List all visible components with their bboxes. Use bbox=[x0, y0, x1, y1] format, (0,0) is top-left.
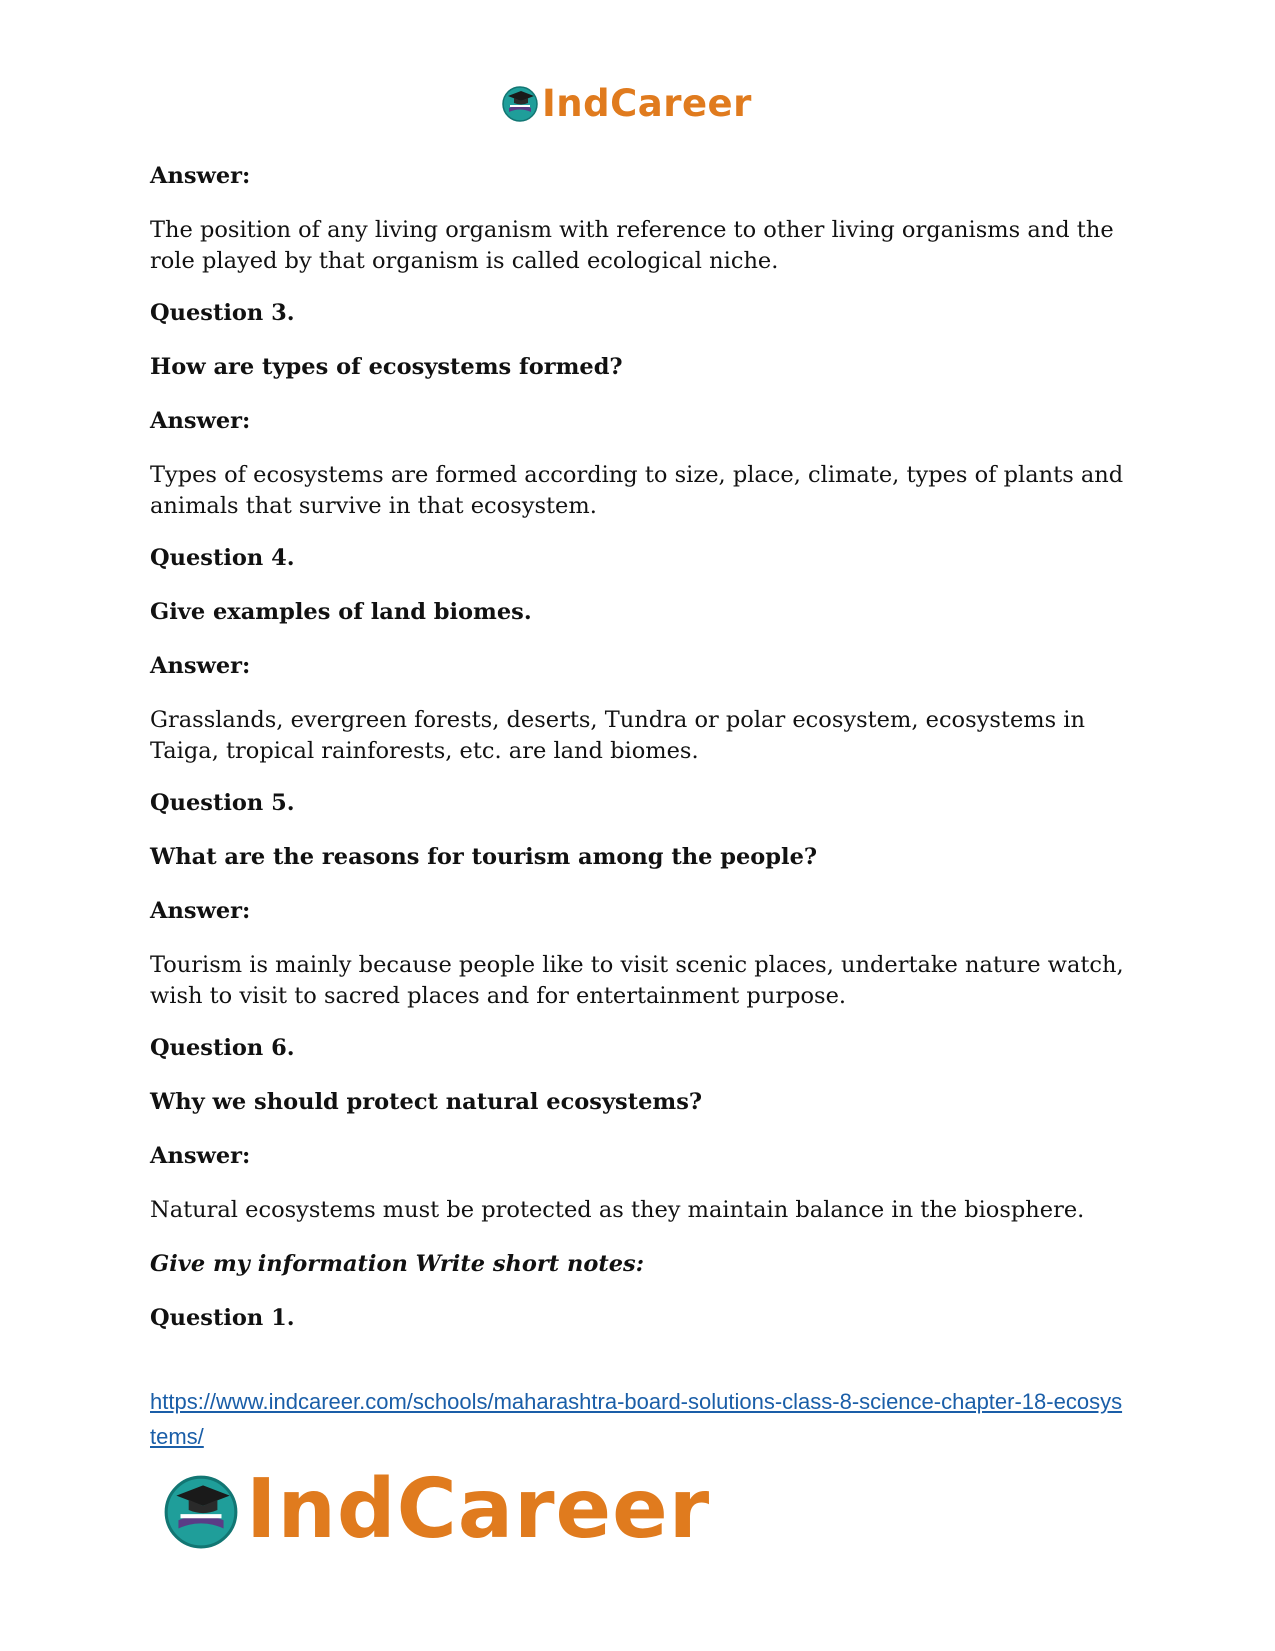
answer-label: Answer: bbox=[150, 653, 251, 679]
graduation-cap-globe-icon bbox=[500, 83, 540, 123]
header-logo bbox=[500, 80, 752, 126]
question-number: Question 5. bbox=[150, 790, 295, 816]
question-text: What are the reasons for tourism among the people? bbox=[150, 844, 818, 870]
question-number: Question 3. bbox=[150, 300, 295, 326]
question-number: Question 1. bbox=[150, 1305, 295, 1331]
answer-text: Natural ecosystems must be protected as they maintain balance in the biosphere. bbox=[150, 1197, 1085, 1223]
answer-text: Grasslands, evergreen forests, deserts, Tundra or polar ecosystem, ecosystems in Taiga, tropical rainforests, etc. are land biomes. bbox=[150, 707, 1085, 764]
document-body bbox=[150, 140, 1125, 1334]
answer-label: Answer: bbox=[150, 1143, 251, 1169]
answer-text: Types of ecosystems are formed according to size, place, climate, types of plants and animals that survive in that ecosystem. bbox=[150, 462, 1124, 519]
answer-text: Tourism is mainly because people like to visit scenic places, undertake nature watch, wish to visit to sacred places and for entertainment purpose. bbox=[150, 952, 1124, 1009]
question-number: Question 4. bbox=[150, 545, 295, 571]
answer-text: The position of any living organism with reference to other living organisms and the role played by that organism is called ecological niche. bbox=[150, 217, 1114, 274]
answer-label: Answer: bbox=[150, 408, 251, 434]
question-text: Give examples of land biomes. bbox=[150, 599, 532, 625]
footer-logo bbox=[160, 1462, 711, 1557]
logo-text: IndCareer bbox=[246, 1462, 711, 1557]
question-number: Question 6. bbox=[150, 1035, 295, 1061]
logo-text: IndCareer bbox=[542, 81, 752, 125]
section-heading: Give my information Write short notes: bbox=[150, 1251, 645, 1277]
answer-label: Answer: bbox=[150, 898, 251, 924]
source-url-link[interactable]: https://www.indcareer.com/schools/maharashtra-board-solutions-class-8-science-chapter-18-ecosystems/ bbox=[150, 1389, 1123, 1449]
question-text: Why we should protect natural ecosystems? bbox=[150, 1089, 703, 1115]
question-text: How are types of ecosystems formed? bbox=[150, 354, 623, 380]
answer-label: Answer: bbox=[150, 163, 251, 189]
graduation-cap-globe-icon bbox=[160, 1469, 242, 1551]
